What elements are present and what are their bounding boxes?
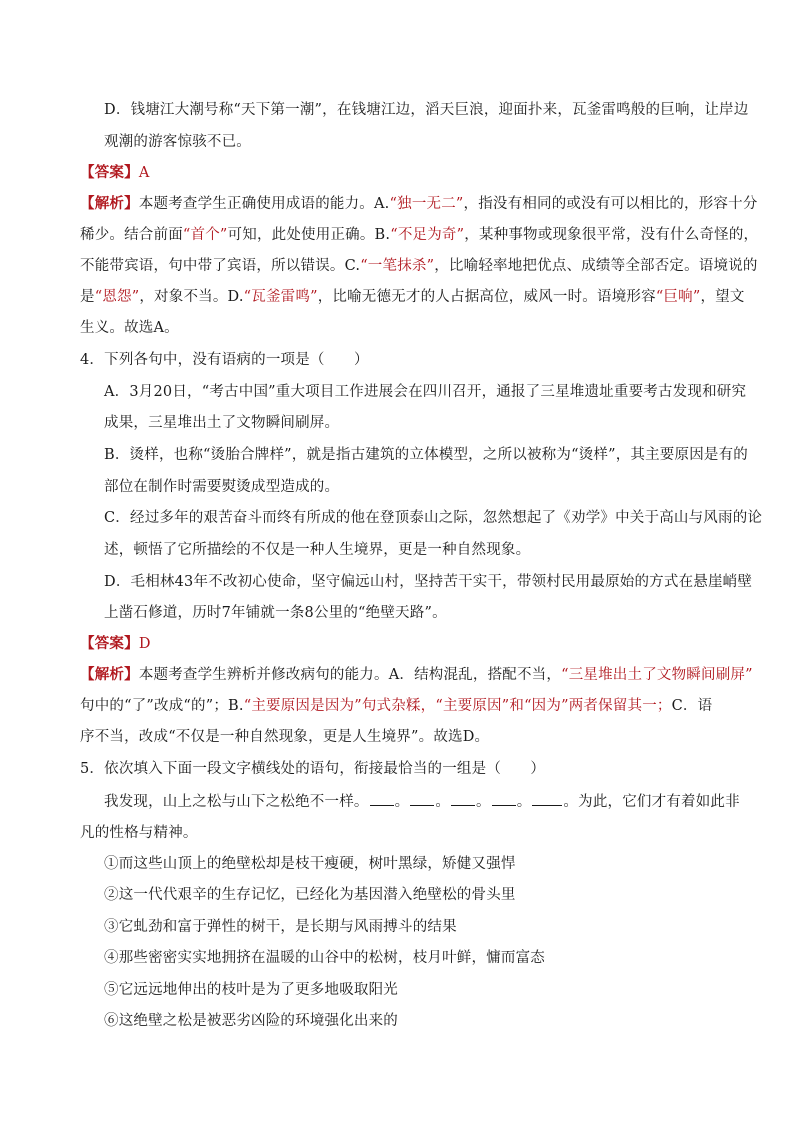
highlight: “巨响”	[655, 289, 701, 305]
q3-analysis-line5: 生义。故选A。	[80, 320, 179, 336]
fill-blank	[370, 791, 394, 806]
q4-option-d-line2: 上凿石修道，历时7年铺就一条8公里的“绝壁天路”。	[104, 605, 447, 621]
idiom-highlight: “一笔抹杀”	[360, 258, 435, 274]
q3-analysis-line1	[0, 194, 794, 214]
q4-analysis-line3: 序不当，改成“不仅是一种自然现象，更是人生境界”。故选D。	[80, 729, 490, 745]
q5-item: ⑥这绝壁之松是被恶劣凶险的环境强化出来的	[104, 1013, 398, 1029]
analysis-tag: 【解析】	[80, 666, 139, 683]
q5-item: ①而这些山顶上的绝壁松却是枝干瘦硬，树叶黑绿，矫健又强悍	[104, 856, 516, 872]
answer-value: A	[138, 165, 150, 181]
analysis-text: 本题考查学生辨析并修改病句的能力。A．结构混乱，搭配不当，	[138, 667, 562, 683]
passage-text: 我发现，山上之松与山下之松绝不一样。	[104, 794, 369, 810]
q4-analysis-line2	[0, 696, 794, 716]
q4-option-d-line1: D．毛相林43年不改初心使命，坚守偏远山村，坚持苦干实干，带领村民用最原始的方式在悬崖峭壁	[104, 574, 753, 590]
q5-stem: 5．依次填入下面一段文字横线处的语句，衔接最恰当的一组是（ ）	[80, 761, 546, 777]
q3-option-d-line1: D．钱塘江大潮号称“天下第一潮”，在钱塘江边，滔天巨浪，迎面扑来，瓦釜雷鸣般的巨响，让岸边	[104, 102, 749, 118]
idiom-highlight: “独一无二”	[389, 196, 464, 212]
q4-analysis-line1	[0, 665, 794, 685]
fill-blank	[532, 791, 562, 806]
analysis-text: ，望文	[700, 289, 745, 305]
idiom-highlight: “瓦釜雷鸣”	[243, 289, 318, 305]
answer-value: D	[138, 636, 151, 652]
q4-option-b-line2: 部位在制作时需要熨烫成型造成的。	[104, 479, 340, 495]
answer-tag: 【答案】	[80, 635, 139, 652]
analysis-text: ，比喻轻率地把优点、成绩等全部否定。语境说的	[434, 258, 758, 274]
q4-option-c-line2: 述，顿悟了它所描绘的不仅是一种人生境界，更是一种自然现象。	[104, 542, 531, 558]
passage-text: 。	[435, 794, 451, 810]
analysis-text: C．语	[671, 698, 713, 714]
q4-answer	[0, 634, 794, 654]
q4-option-b-line1: B．烫样，也称“烫胎合牌样”，就是指古建筑的立体模型，之所以被称为“烫样”，其主要原因是有的	[104, 447, 749, 463]
q5-item: ⑤它远远地伸出的枝叶是为了更多地吸取阳光	[104, 982, 398, 998]
highlight: “三星堆出土了文物瞬间刷屏”	[561, 667, 753, 683]
idiom-highlight: “不足为奇”	[390, 227, 465, 243]
analysis-text: ，指没有相同的或没有可以相比的，形容十分	[463, 196, 758, 212]
analysis-text: 不能带宾语，句中带了宾语，所以错误。C.	[80, 258, 361, 274]
q3-answer	[0, 163, 794, 183]
q5-passage-line1	[0, 791, 794, 812]
analysis-text: ，比喻无德无才的人占据高位，威风一时。语境形容	[317, 289, 656, 305]
highlight: “恩怨”	[94, 289, 140, 305]
analysis-text: 句中的“了”改成“的”；B.	[80, 698, 244, 714]
analysis-text: 可知，此处使用正确。B.	[227, 227, 391, 243]
answer-tag: 【答案】	[80, 164, 139, 181]
passage-text: 。	[516, 794, 532, 810]
fill-blank	[410, 791, 434, 806]
analysis-text: 稀少。结合前面	[80, 227, 183, 243]
highlight: “首个”	[182, 227, 228, 243]
q4-option-c-line1: C．经过多年的艰苦奋斗而终有所成的他在登顶泰山之际，忽然想起了《劝学》中关于高山与风雨的论	[104, 510, 763, 526]
q4-option-a-line1: A．3月20日，“考古中国”重大项目工作进展会在四川召开，通报了三星堆遗址重要考古发现和研究	[104, 384, 747, 400]
q5-passage-line2: 凡的性格与精神。	[80, 825, 198, 841]
analysis-text: ，某种事物或现象很平常，没有什么奇怪的，	[464, 227, 759, 243]
q4-stem: 4．下列各句中，没有语病的一项是（ ）	[80, 352, 369, 368]
passage-text: 。为此，它们才有着如此非	[563, 794, 740, 810]
q3-option-d-line2: 观潮的游客惊骇不已。	[104, 134, 251, 150]
passage-text: 。	[476, 794, 491, 810]
q5-item: ④那些密密实实地拥挤在温暖的山谷中的松树，枝月叶鲜，慵而富态	[104, 950, 545, 966]
q4-option-a-line2: 成果，三星堆出土了文物瞬间刷屏。	[104, 415, 340, 431]
q5-item: ②这一代代艰辛的生存记忆，已经化为基因潜入绝壁松的骨头里	[104, 887, 516, 903]
fill-blank	[492, 791, 516, 806]
q3-analysis-line2	[0, 225, 794, 245]
highlight: “主要原因是因为”句式杂糅，“主要原因”和“因为”两者保留其一；	[243, 698, 672, 714]
analysis-text: 本题考查学生正确使用成语的能力。A.	[138, 196, 390, 212]
fill-blank	[451, 791, 475, 806]
q3-analysis-line3	[0, 256, 794, 276]
analysis-tag: 【解析】	[80, 195, 139, 212]
passage-text: 。	[394, 794, 410, 810]
analysis-text: ，对象不当。D.	[139, 289, 244, 305]
q3-analysis-line4	[0, 287, 794, 307]
q5-item: ③它虬劲和富于弹性的树干，是长期与风雨搏斗的结果	[104, 919, 457, 935]
analysis-text: 是	[80, 289, 95, 305]
